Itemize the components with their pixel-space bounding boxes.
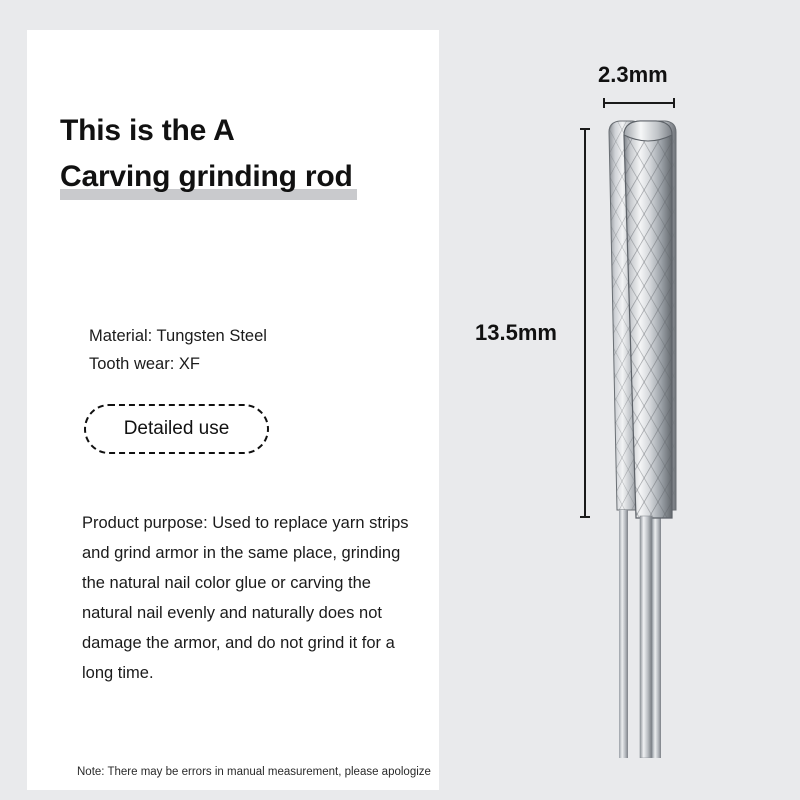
height-dimension-line — [580, 128, 590, 518]
detailed-use-badge — [84, 404, 269, 454]
carbide-bit-front — [616, 118, 696, 758]
product-illustration — [440, 0, 800, 800]
measurement-note: Note: There may be errors in manual measurement, please apologize — [77, 766, 431, 778]
headline-block — [60, 108, 410, 200]
height-dimension-label: 13.5mm — [475, 320, 557, 345]
height-dimension-cap-bottom — [580, 516, 590, 518]
product-info-card — [27, 30, 439, 790]
width-dimension-line — [603, 98, 675, 108]
headline-line-2: Carving grinding rod — [60, 154, 357, 200]
product-purpose-text: Product purpose: Used to replace yarn strips and grind armor in the same place, grinding the natural nail color glue or carving the natural nail evenly and naturally does not damage the armor, and do not grind it for a long time. — [82, 514, 409, 682]
headline-line-1: This is the A — [60, 114, 235, 147]
height-dimension-bar — [584, 128, 586, 518]
width-dimension-cap-right — [673, 98, 675, 108]
spec-material: Material: Tungsten Steel — [89, 327, 267, 345]
spec-list — [89, 322, 419, 378]
width-dimension-label: 2.3mm — [598, 62, 668, 87]
width-dimension-bar — [603, 102, 675, 104]
detailed-use-label: Detailed use — [123, 418, 230, 439]
spec-tooth-wear: Tooth wear: XF — [89, 355, 200, 373]
